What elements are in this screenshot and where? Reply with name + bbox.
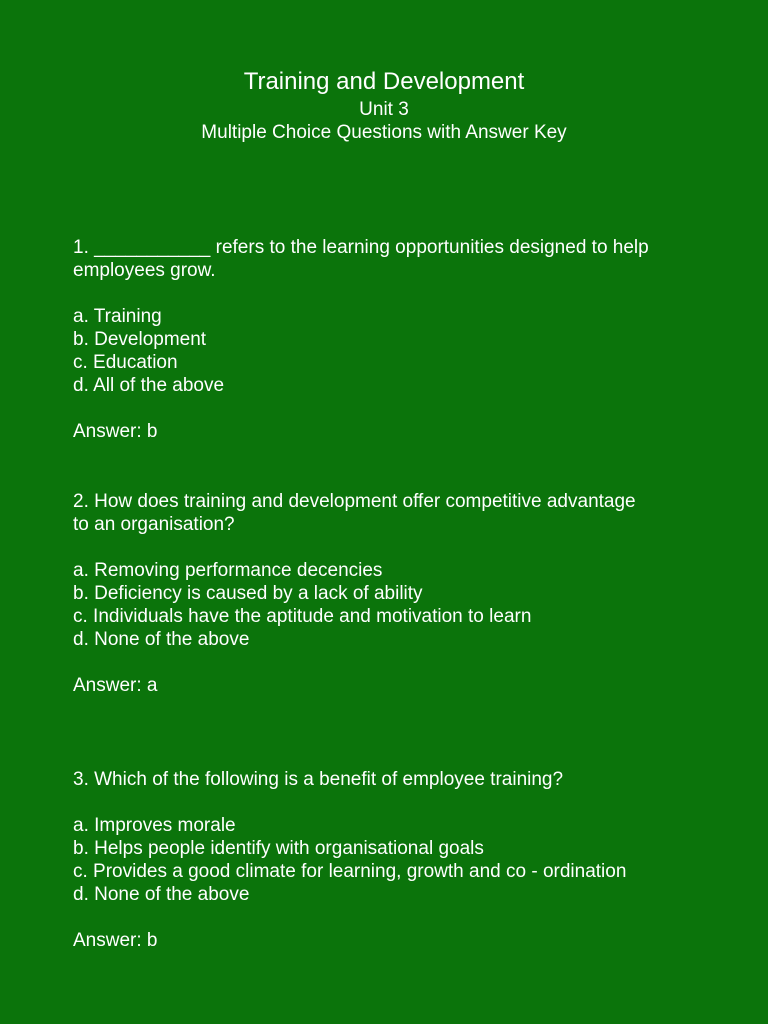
option-b: b. Helps people identify with organisational goals [73,838,484,859]
option-c: c. Individuals have the aptitude and motivation to learn [73,606,532,627]
option-a: a. Training [73,306,162,327]
option-d: d. All of the above [73,375,225,396]
option-a: a. Improves morale [73,815,236,836]
question-text-line: employees grow. [73,260,216,281]
question-text-line: 1. ___________ refers to the learning opportunities designed to help [73,237,649,258]
question-text-line: 3. Which of the following is a benefit of employee training? [73,769,564,790]
answer-text: Answer: b [73,930,158,951]
question-1 [73,236,713,443]
document-title: Training and Development [243,68,525,95]
option-d: d. None of the above [73,629,250,650]
option-b: b. Development [73,329,207,350]
question-2 [73,490,713,697]
question-text-line: 2. How does training and development offer competitive advantage [73,491,636,512]
question-text-line: to an organisation? [73,514,235,535]
document-subtitle: Multiple Choice Questions with Answer Key [201,122,567,143]
option-c: c. Provides a good climate for learning, growth and co - ordination [73,861,627,882]
option-d: d. None of the above [73,884,250,905]
option-c: c. Education [73,352,178,373]
option-b: b. Deficiency is caused by a lack of ability [73,583,423,604]
answer-text: Answer: b [73,421,158,442]
answer-text: Answer: a [73,675,158,696]
question-3 [73,768,713,952]
unit-label: Unit 3 [359,99,409,120]
option-a: a. Removing performance decencies [73,560,383,581]
